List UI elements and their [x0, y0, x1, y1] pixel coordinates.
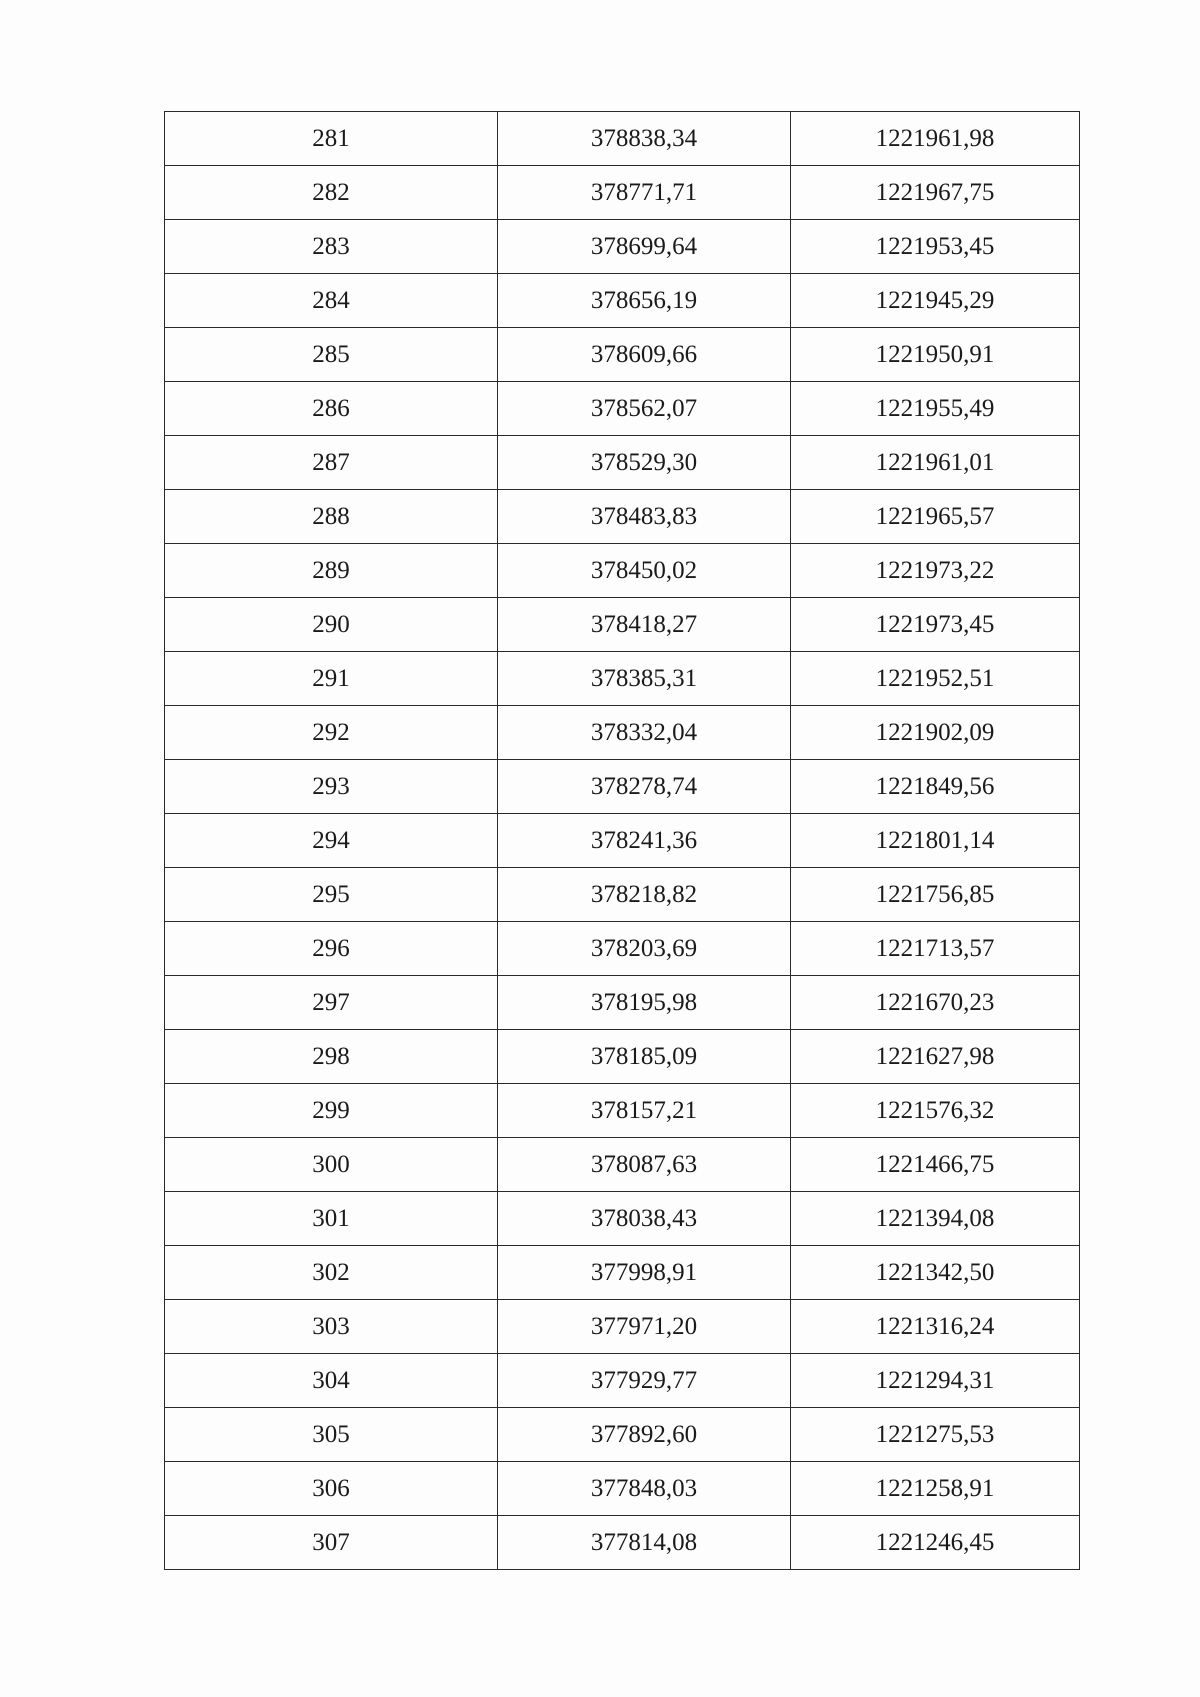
- table-row: [165, 598, 1080, 652]
- x-coordinate-cell: 378332,04: [498, 706, 791, 760]
- point-number-cell: 284: [165, 274, 498, 328]
- point-number-cell: 288: [165, 490, 498, 544]
- point-number-cell: 287: [165, 436, 498, 490]
- table-row: [165, 1138, 1080, 1192]
- table-row: [165, 382, 1080, 436]
- point-number-cell: 283: [165, 220, 498, 274]
- table-row: [165, 112, 1080, 166]
- x-coordinate-cell: 378203,69: [498, 922, 791, 976]
- y-coordinate-cell: 1221945,29: [791, 274, 1080, 328]
- point-number-cell: 286: [165, 382, 498, 436]
- table-row: [165, 166, 1080, 220]
- point-number-cell: 292: [165, 706, 498, 760]
- y-coordinate-cell: 1221955,49: [791, 382, 1080, 436]
- y-coordinate-cell: 1221756,85: [791, 868, 1080, 922]
- x-coordinate-cell: 378278,74: [498, 760, 791, 814]
- point-number-cell: 291: [165, 652, 498, 706]
- table-row: [165, 1300, 1080, 1354]
- point-number-cell: 281: [165, 112, 498, 166]
- y-coordinate-cell: 1221967,75: [791, 166, 1080, 220]
- point-number-cell: 306: [165, 1462, 498, 1516]
- coordinates-table: [164, 111, 1080, 1570]
- table-row: [165, 1408, 1080, 1462]
- y-coordinate-cell: 1221394,08: [791, 1192, 1080, 1246]
- point-number-cell: 293: [165, 760, 498, 814]
- point-number-cell: 289: [165, 544, 498, 598]
- y-coordinate-cell: 1221294,31: [791, 1354, 1080, 1408]
- point-number-cell: 303: [165, 1300, 498, 1354]
- point-number-cell: 296: [165, 922, 498, 976]
- point-number-cell: 285: [165, 328, 498, 382]
- table-row: [165, 1462, 1080, 1516]
- x-coordinate-cell: 377998,91: [498, 1246, 791, 1300]
- table-row: [165, 220, 1080, 274]
- point-number-cell: 299: [165, 1084, 498, 1138]
- y-coordinate-cell: 1221965,57: [791, 490, 1080, 544]
- x-coordinate-cell: 378038,43: [498, 1192, 791, 1246]
- table-row: [165, 1246, 1080, 1300]
- point-number-cell: 305: [165, 1408, 498, 1462]
- y-coordinate-cell: 1221316,24: [791, 1300, 1080, 1354]
- y-coordinate-cell: 1221973,45: [791, 598, 1080, 652]
- x-coordinate-cell: 378195,98: [498, 976, 791, 1030]
- y-coordinate-cell: 1221670,23: [791, 976, 1080, 1030]
- point-number-cell: 294: [165, 814, 498, 868]
- x-coordinate-cell: 378418,27: [498, 598, 791, 652]
- y-coordinate-cell: 1221952,51: [791, 652, 1080, 706]
- y-coordinate-cell: 1221961,98: [791, 112, 1080, 166]
- y-coordinate-cell: 1221713,57: [791, 922, 1080, 976]
- y-coordinate-cell: 1221342,50: [791, 1246, 1080, 1300]
- coordinates-table-body: [165, 112, 1080, 1570]
- point-number-cell: 282: [165, 166, 498, 220]
- x-coordinate-cell: 378699,64: [498, 220, 791, 274]
- y-coordinate-cell: 1221961,01: [791, 436, 1080, 490]
- x-coordinate-cell: 377929,77: [498, 1354, 791, 1408]
- table-row: [165, 922, 1080, 976]
- point-number-cell: 302: [165, 1246, 498, 1300]
- x-coordinate-cell: 378562,07: [498, 382, 791, 436]
- table-row: [165, 1192, 1080, 1246]
- table-row: [165, 436, 1080, 490]
- table-row: [165, 1516, 1080, 1570]
- y-coordinate-cell: 1221902,09: [791, 706, 1080, 760]
- x-coordinate-cell: 378483,83: [498, 490, 791, 544]
- table-row: [165, 544, 1080, 598]
- table-row: [165, 760, 1080, 814]
- x-coordinate-cell: 378385,31: [498, 652, 791, 706]
- table-row: [165, 976, 1080, 1030]
- x-coordinate-cell: 378450,02: [498, 544, 791, 598]
- y-coordinate-cell: 1221258,91: [791, 1462, 1080, 1516]
- x-coordinate-cell: 378241,36: [498, 814, 791, 868]
- x-coordinate-cell: 378771,71: [498, 166, 791, 220]
- x-coordinate-cell: 378656,19: [498, 274, 791, 328]
- x-coordinate-cell: 378157,21: [498, 1084, 791, 1138]
- point-number-cell: 295: [165, 868, 498, 922]
- point-number-cell: 304: [165, 1354, 498, 1408]
- y-coordinate-cell: 1221627,98: [791, 1030, 1080, 1084]
- table-row: [165, 274, 1080, 328]
- table-row: [165, 652, 1080, 706]
- table-row: [165, 814, 1080, 868]
- x-coordinate-cell: 378087,63: [498, 1138, 791, 1192]
- x-coordinate-cell: 378529,30: [498, 436, 791, 490]
- y-coordinate-cell: 1221953,45: [791, 220, 1080, 274]
- x-coordinate-cell: 377814,08: [498, 1516, 791, 1570]
- x-coordinate-cell: 378838,34: [498, 112, 791, 166]
- y-coordinate-cell: 1221950,91: [791, 328, 1080, 382]
- point-number-cell: 298: [165, 1030, 498, 1084]
- x-coordinate-cell: 378609,66: [498, 328, 791, 382]
- y-coordinate-cell: 1221576,32: [791, 1084, 1080, 1138]
- x-coordinate-cell: 377848,03: [498, 1462, 791, 1516]
- table-row: [165, 1084, 1080, 1138]
- table-row: [165, 1030, 1080, 1084]
- table-row: [165, 1354, 1080, 1408]
- x-coordinate-cell: 378185,09: [498, 1030, 791, 1084]
- y-coordinate-cell: 1221246,45: [791, 1516, 1080, 1570]
- x-coordinate-cell: 377971,20: [498, 1300, 791, 1354]
- y-coordinate-cell: 1221973,22: [791, 544, 1080, 598]
- table-row: [165, 706, 1080, 760]
- y-coordinate-cell: 1221849,56: [791, 760, 1080, 814]
- x-coordinate-cell: 377892,60: [498, 1408, 791, 1462]
- point-number-cell: 297: [165, 976, 498, 1030]
- table-row: [165, 490, 1080, 544]
- y-coordinate-cell: 1221466,75: [791, 1138, 1080, 1192]
- point-number-cell: 307: [165, 1516, 498, 1570]
- x-coordinate-cell: 378218,82: [498, 868, 791, 922]
- y-coordinate-cell: 1221801,14: [791, 814, 1080, 868]
- y-coordinate-cell: 1221275,53: [791, 1408, 1080, 1462]
- table-row: [165, 868, 1080, 922]
- point-number-cell: 300: [165, 1138, 498, 1192]
- table-row: [165, 328, 1080, 382]
- point-number-cell: 290: [165, 598, 498, 652]
- point-number-cell: 301: [165, 1192, 498, 1246]
